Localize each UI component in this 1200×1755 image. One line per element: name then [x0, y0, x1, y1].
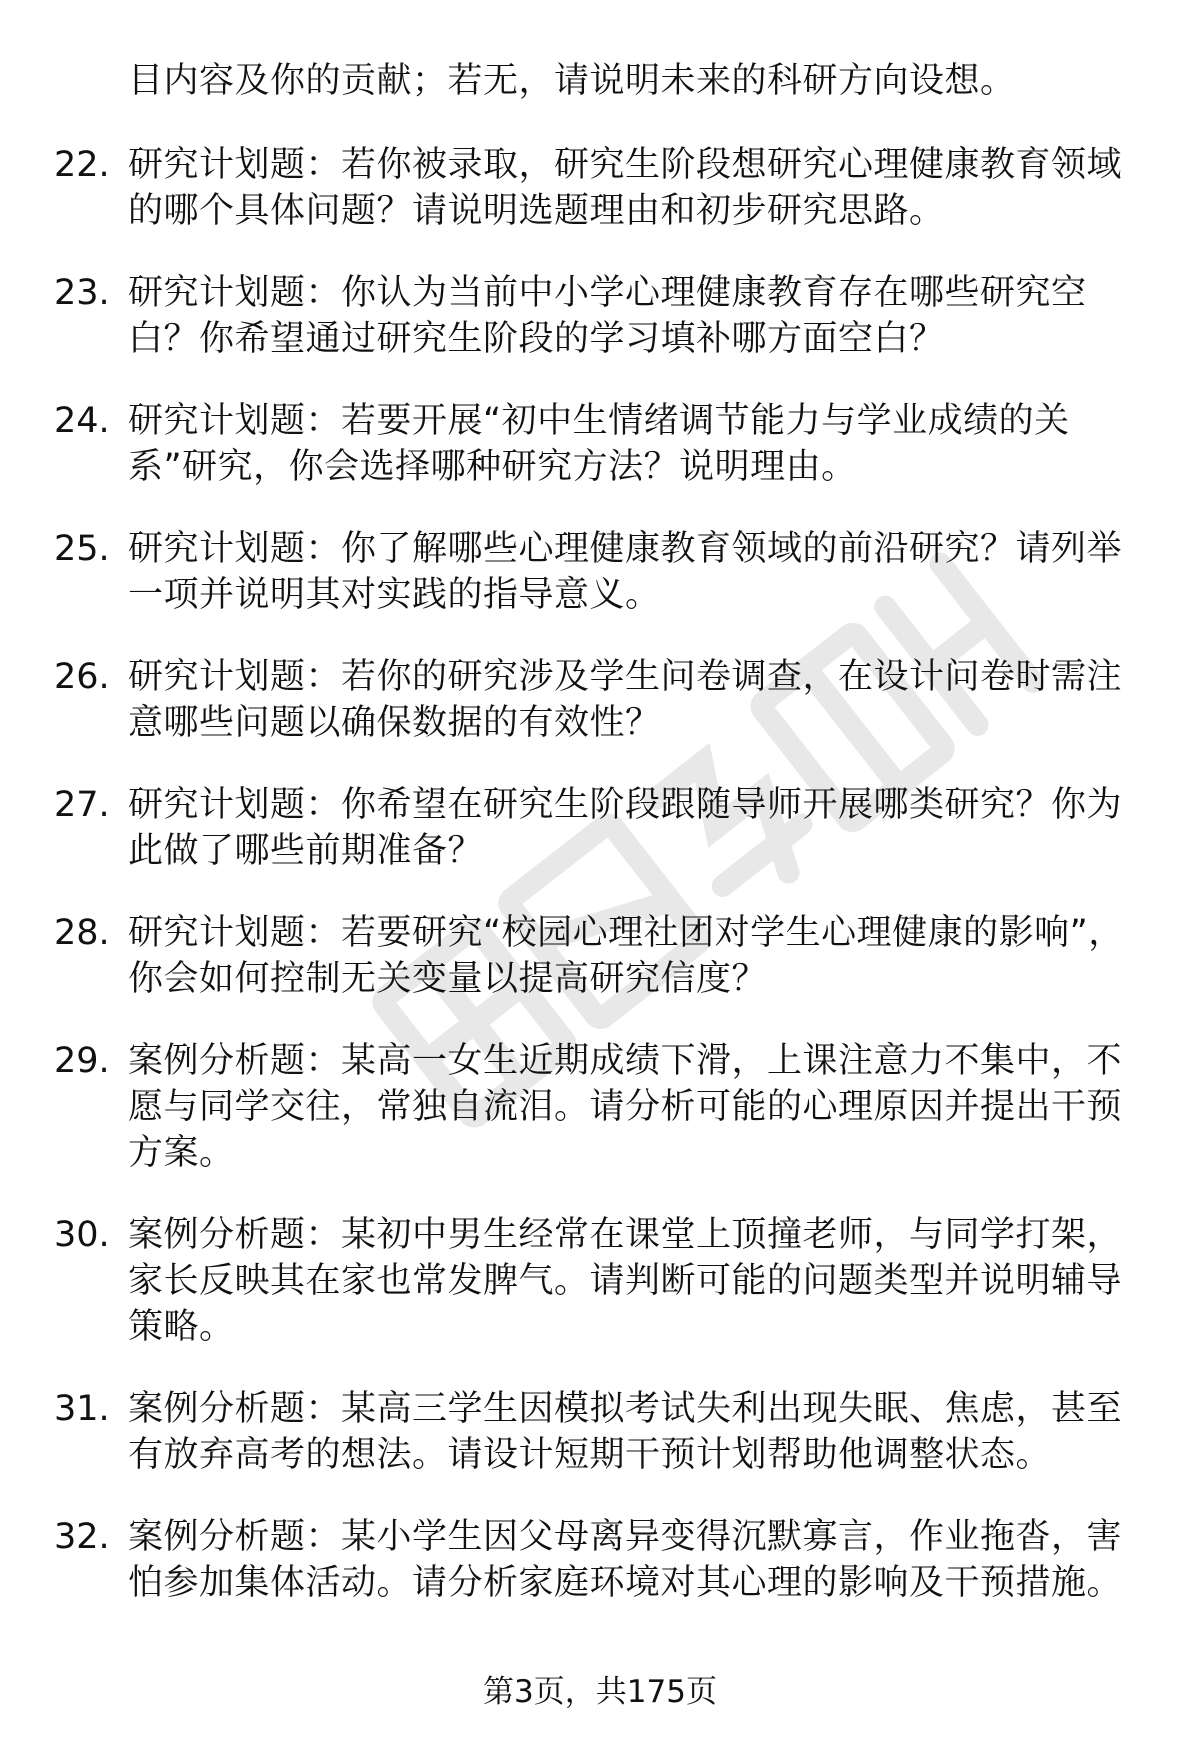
question-text: 研究计划题：若你被录取，研究生阶段想研究心理健康教育领域的哪个具体问题？请说明选题理由和初步研究思路。 — [128, 145, 1123, 231]
question-number: 28. — [54, 913, 110, 953]
question-number: 30. — [54, 1215, 110, 1255]
page-footer: 第3页，共175页 — [483, 1674, 717, 1710]
question-text: 研究计划题：若你的研究涉及学生问卷调查，在设计问卷时需注意哪些问题以确保数据的有效性？ — [128, 657, 1123, 743]
question-text: 研究计划题：你了解哪些心理健康教育领域的前沿研究？请列举一项并说明其对实践的指导意义。 — [128, 529, 1123, 615]
question-text: 研究计划题：若要研究“校园心理社团对学生心理健康的影响”，你会如何控制无关变量以提高研究信度？ — [128, 913, 1124, 999]
question-number: 31. — [54, 1389, 110, 1429]
list-item — [0, 398, 1200, 490]
question-text: 研究计划题：你希望在研究生阶段跟随导师开展哪类研究？你为此做了哪些前期准备？ — [128, 785, 1123, 871]
list-item — [0, 142, 1200, 234]
question-list — [0, 142, 1200, 1642]
question-number: 29. — [54, 1041, 110, 1081]
list-item — [0, 270, 1200, 362]
list-item — [0, 654, 1200, 746]
question-text: 案例分析题：某初中男生经常在课堂上顶撞老师，与同学打架，家长反映其在家也常发脾气。请判断可能的问题类型并说明辅导策略。 — [128, 1215, 1123, 1347]
question-number: 25. — [54, 529, 110, 569]
question-number: 32. — [54, 1517, 110, 1557]
list-item — [0, 1038, 1200, 1176]
list-item — [0, 1212, 1200, 1350]
question-text: 研究计划题：你认为当前中小学心理健康教育存在哪些研究空白？你希望通过研究生阶段的学习填补哪方面空白？ — [128, 273, 1087, 359]
list-item — [0, 910, 1200, 1002]
continuation-text: 目内容及你的贡献；若无，请说明未来的科研方向设想。 — [128, 61, 1016, 101]
list-item — [0, 1514, 1200, 1606]
question-number: 26. — [54, 657, 110, 697]
question-number: 27. — [54, 785, 110, 825]
list-item — [0, 782, 1200, 874]
question-number: 23. — [54, 273, 110, 313]
question-text: 案例分析题：某高一女生近期成绩下滑，上课注意力不集中，不愿与同学交往，常独自流泪。请分析可能的心理原因并提出干预方案。 — [128, 1041, 1123, 1173]
list-item — [0, 526, 1200, 618]
question-number: 24. — [54, 401, 110, 441]
question-text: 案例分析题：某高三学生因模拟考试失利出现失眠、焦虑，甚至有放弃高考的想法。请设计短期干预计划帮助他调整状态。 — [128, 1389, 1123, 1475]
question-text: 案例分析题：某小学生因父母离异变得沉默寡言，作业拖沓，害怕参加集体活动。请分析家庭环境对其心理的影响及干预措施。 — [128, 1517, 1123, 1603]
question-number: 22. — [54, 145, 110, 185]
list-item — [0, 1386, 1200, 1478]
question-text: 研究计划题：若要开展“初中生情绪调节能力与学业成绩的关系”研究，你会选择哪种研究方法？说明理由。 — [128, 401, 1070, 487]
